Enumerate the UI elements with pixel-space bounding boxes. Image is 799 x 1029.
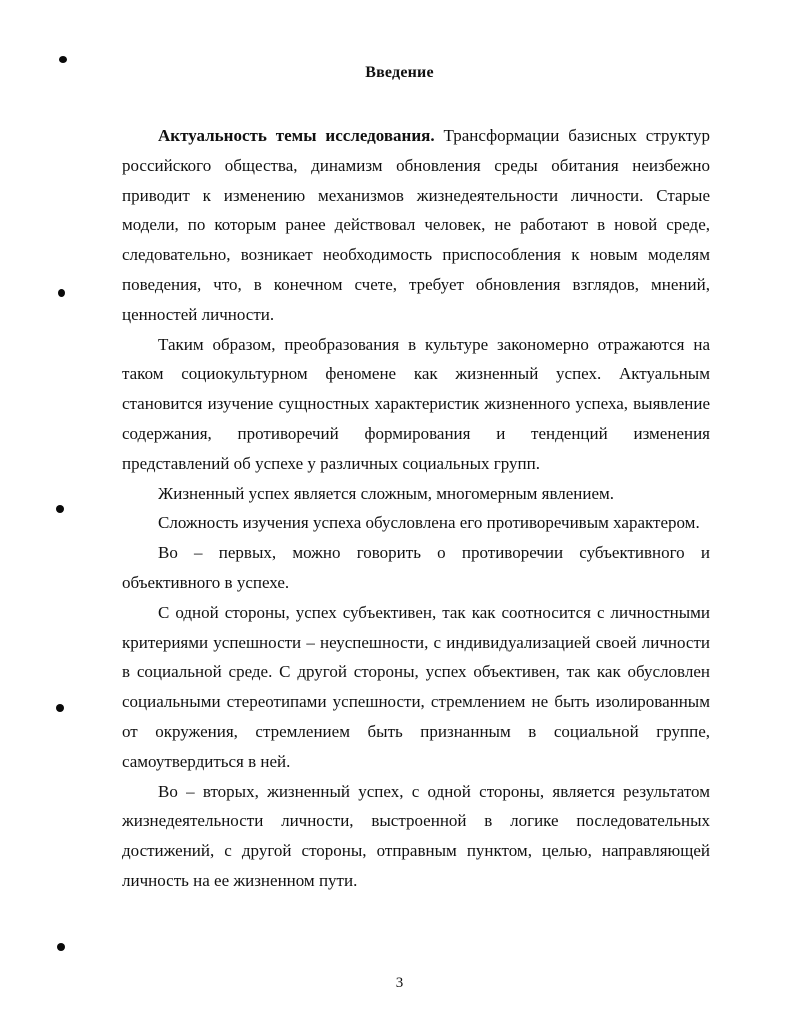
paragraph: Во – вторых, жизненный успех, с одной стороны, является результатом жизнедеятельности личности, выстроенной в логике последовательных достижений, с другой стороны, отправным пунктом, целью, направляющей личность на ее жизненном пути. <box>122 781 710 890</box>
paragraph-text: Трансформации базисных структур российского общества, динамизм обновления среды обитания неизбежно приводит к изменению механизмов жизнедеятельности личности. Старые модели, по которым ранее действовал человек, не работают в новой среде, следовательно, возникает необходимость приспособления к новым моделям поведения, что, в конечном счете, требует обновления взглядов, мнений, ценностей личности. <box>122 126 710 324</box>
body-text <box>122 121 710 896</box>
punch-hole-mark <box>59 56 67 63</box>
paragraph-relevance <box>122 121 710 330</box>
page-title: Введение <box>365 64 434 81</box>
punch-hole-mark <box>56 704 64 712</box>
paragraph: С одной стороны, успех субъективен, так как соотносится с личностными критериями успешности – неуспешности, с индивидуализацией своей личности в социальной среде. С другой стороны, успех объективен, так как обусловлен социальными стереотипами успешности, стремлением не быть изолированным от окружения, стремлением быть признанным в социальной группе, самоутвердиться в ней. <box>122 602 710 771</box>
punch-hole-mark <box>58 289 65 297</box>
paragraph-lead: Актуальность темы исследования. <box>158 126 435 145</box>
paragraph: Таким образом, преобразования в культуре закономерно отражаются на таком социокультурном феномене как жизненный успех. Актуальным становится изучение сущностных характеристик жизненного успеха, выявление содержания, противоречий формирования и тенденций изменения представлений об успехе у различных социальных групп. <box>122 334 710 473</box>
punch-hole-mark <box>57 943 65 951</box>
paragraph: Сложность изучения успеха обусловлена его противоречивым характером. <box>158 513 700 533</box>
punch-hole-mark <box>56 505 64 513</box>
paragraph: Во – первых, можно говорить о противоречии субъективного и объективного в успехе. <box>122 543 710 592</box>
paragraph: Жизненный успех является сложным, многомерным явлением. <box>158 483 615 503</box>
page-number: 3 <box>395 975 404 991</box>
